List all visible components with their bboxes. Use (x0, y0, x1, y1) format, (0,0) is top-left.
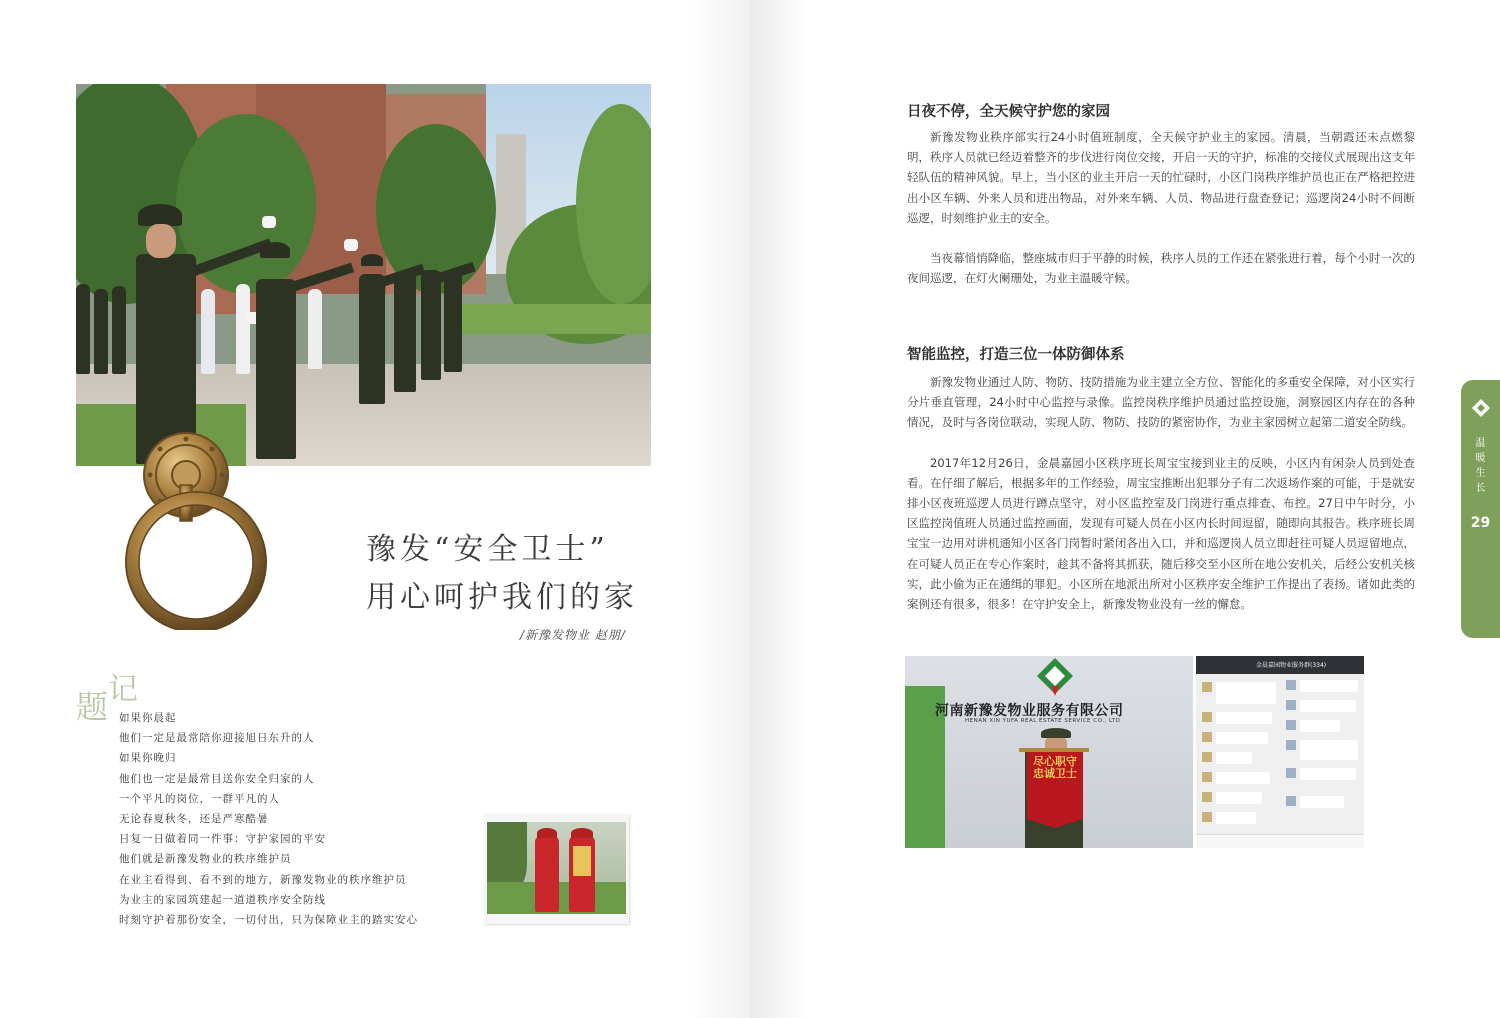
title-line-2: 用心呵护我们的家 (366, 580, 638, 615)
poem-line: 他们也一定是最常目送你安全归家的人 (119, 772, 315, 785)
title-line-1: 豫发“安全卫士” (366, 532, 609, 567)
door-knocker-icon (118, 430, 278, 630)
chat-bubble (1216, 682, 1276, 704)
section-2-body (907, 372, 1415, 614)
chat-input-bar (1196, 834, 1364, 848)
pennant-award-photo (905, 656, 1193, 848)
chat-avatar (1202, 792, 1212, 802)
leaf-logo-icon (1471, 398, 1491, 418)
photo-guard (112, 286, 126, 374)
photo-guard (444, 272, 462, 372)
poem-line: 如果你晚归 (119, 752, 177, 765)
photo-guard-glove (262, 216, 276, 228)
page-number: 29 (1470, 515, 1491, 531)
section-2-paragraph: 新豫发物业通过人防、物防、技防措施为业主建立全方位、智能化的多重安全保障，对小区实行分片垂直管理，24小时中心监控与录像。监控岗秩序维护员通过监控设施，洞察园区内存在的各种情况，及时与各岗位联动，实现人防、物防、技防的紧密协作，为业主家园树立起第二道安全防线。 (907, 375, 1415, 430)
chat-avatar (1202, 752, 1212, 762)
photo-tree (376, 124, 496, 294)
poem-line: 为业主的家园筑建起一道道秩序安全防线 (119, 893, 326, 906)
chat-avatar (1286, 700, 1296, 710)
chat-avatar (1286, 768, 1296, 778)
chat-bubble (1216, 712, 1272, 724)
poem-line: 他们就是新豫发物业的秩序维护员 (119, 853, 292, 866)
poem-line: 一个平凡的岗位，一群平凡的人 (119, 792, 280, 805)
chat-avatar (1202, 682, 1212, 692)
gutter-shadow-right (750, 0, 810, 1018)
chat-bubble (1216, 812, 1256, 824)
section-2-paragraph: 2017年12月26日，金晨嘉园小区秩序班长周宝宝接到业主的反映，小区内有闲杂人员到处查看。在仔细了解后，根据多年的工作经验，周宝宝推断出犯罪分子有二次返场作案的可能，于是就安排小区夜班巡逻人员进行蹲点坚守，对小区监控室及门岗进行重点排查、布控。27日中午时分，小区监控岗值班人员通过监控画面，发现有可疑人员在小区内长时间逗留，随即向其报告。秩序班长周宝宝一边用对讲机通知小区各门岗暂时紧闭各出入口，并和巡逻岗人员立即赶往可疑人员逗留地点，在可疑人员正在专心作案时，趁其不备将其抓获，随后移交至小区所在地公安机关，后经公安机关核实，此小偷为正在通缉的罪犯。小区所在地派出所对小区秩序安全维护工作提出了表扬。诸如此类的案例还有很多，很多！在守护安全上，新豫发物业没有一丝的懈怠。 (907, 455, 1415, 612)
chat-avatar (1286, 796, 1296, 806)
section-side-tab (1461, 380, 1500, 638)
photo-guard (76, 284, 90, 374)
article-title (366, 526, 666, 622)
poem-line: 无论春夏秋冬，还是严寒酷暑 (119, 813, 269, 826)
photo-guard (421, 270, 441, 380)
photo-guard-cap (1041, 728, 1071, 738)
photo-guard-red (535, 836, 559, 912)
photo-person (201, 289, 215, 374)
guards-salute-photo (76, 84, 651, 466)
section-2-title: 智能监控，打造三位一体防御体系 (907, 347, 1125, 363)
epigraph-heading-char-2: 记 (108, 672, 138, 707)
poem-line: 日复一日做着同一件事：守护家园的平安 (119, 833, 326, 846)
honor-guards-photo (487, 822, 626, 914)
chat-bubble (1216, 752, 1252, 764)
chat-bubble (1300, 680, 1358, 692)
banner-company-name-en: HENAN XIN YUFA REAL ESTATE SERVICE CO., LTD (965, 718, 1121, 724)
side-tab-label-text: 温暖生长 (1475, 438, 1486, 494)
chat-avatar (1286, 740, 1296, 750)
photo-guard-cap (138, 204, 182, 226)
photo-person (236, 284, 250, 374)
photo-person (308, 289, 322, 369)
photo-guard-face (146, 224, 176, 258)
chat-bubble (1300, 740, 1358, 760)
chat-avatar (1202, 812, 1212, 822)
section-1-paragraph: 新豫发物业秩序部实行24小时值班制度，全天候守护业主的家园。清晨，当朝霞还未点燃黎明，秩序人员就已经迈着整齐的步伐进行岗位交接，开启一天的守护，标准的交接仪式展现出这支年轻队伍的精神风貌。早上，当小区的业主开启一天的忙碌时，小区门岗秩序维护员也正在严格把控进出小区车辆、外来人员和进出物品，对外来车辆、人员、物品进行盘查登记；巡逻岗24小时不间断巡逻，时刻维护业主的安全。 (907, 130, 1415, 225)
photo-guard (359, 274, 385, 404)
photo-guard-cap (537, 828, 557, 838)
chat-bubble (1300, 720, 1340, 732)
chat-bubble (1216, 732, 1268, 744)
photo-guard-sash (573, 846, 591, 876)
chat-bubble (1216, 772, 1270, 784)
epigraph-heading-char-1: 题 (76, 688, 109, 726)
chat-bubble (1300, 796, 1344, 808)
section-1-body (907, 127, 1415, 288)
wechat-group-screenshot (1196, 656, 1364, 848)
chat-avatar (1202, 732, 1212, 742)
chat-avatar (1286, 720, 1296, 730)
side-tab-label (1461, 436, 1500, 496)
poem-line: 他们一定是最常陪你迎接旭日东升的人 (119, 732, 315, 745)
chat-avatar (1286, 680, 1296, 690)
banner-company-name: 河南新豫发物业服务有限公司 (935, 703, 1124, 719)
photo-guard-glove (344, 239, 358, 251)
company-logo-icon (1033, 656, 1077, 700)
section-1-title: 日夜不停，全天候守护您的家园 (907, 104, 1110, 120)
pennant-rod (1019, 748, 1089, 752)
poem-line: 如果你晨起 (119, 712, 177, 724)
photo-guard (94, 289, 108, 374)
photo-grass (456, 304, 651, 334)
author-byline: /新豫发物业 赵朋/ (520, 628, 626, 642)
chat-bubble (1300, 700, 1356, 712)
photo-guard-cap (571, 828, 593, 838)
chat-avatar (1202, 712, 1212, 722)
poem-line: 时刻守护着那份安全，一切付出，只为保障业主的踏实安心 (119, 914, 418, 927)
chat-title: 金晨嘉园物业服务群(334) (1256, 662, 1327, 669)
section-1-paragraph: 当夜幕悄悄降临，整座城市归于平静的时候，秩序人员的工作还在紧张进行着，每个小时一次的夜间巡逻，在灯火阑珊处，为业主温暖守候。 (907, 251, 1415, 286)
pennant-text: 尽心职守 忠诚卫士 (1033, 755, 1077, 780)
photo-guard (394, 272, 416, 392)
photo-guard-cap (260, 242, 290, 258)
chat-bubble (1300, 768, 1356, 780)
gutter-shadow-left (690, 0, 750, 1018)
epigraph-poem (119, 708, 418, 930)
chat-bubble (1216, 792, 1262, 804)
poem-line: 在业主看得到、看不到的地方，新豫发物业的秩序维护员 (119, 873, 407, 886)
chat-avatar (1202, 772, 1212, 782)
photo-guard-cap (361, 254, 383, 266)
